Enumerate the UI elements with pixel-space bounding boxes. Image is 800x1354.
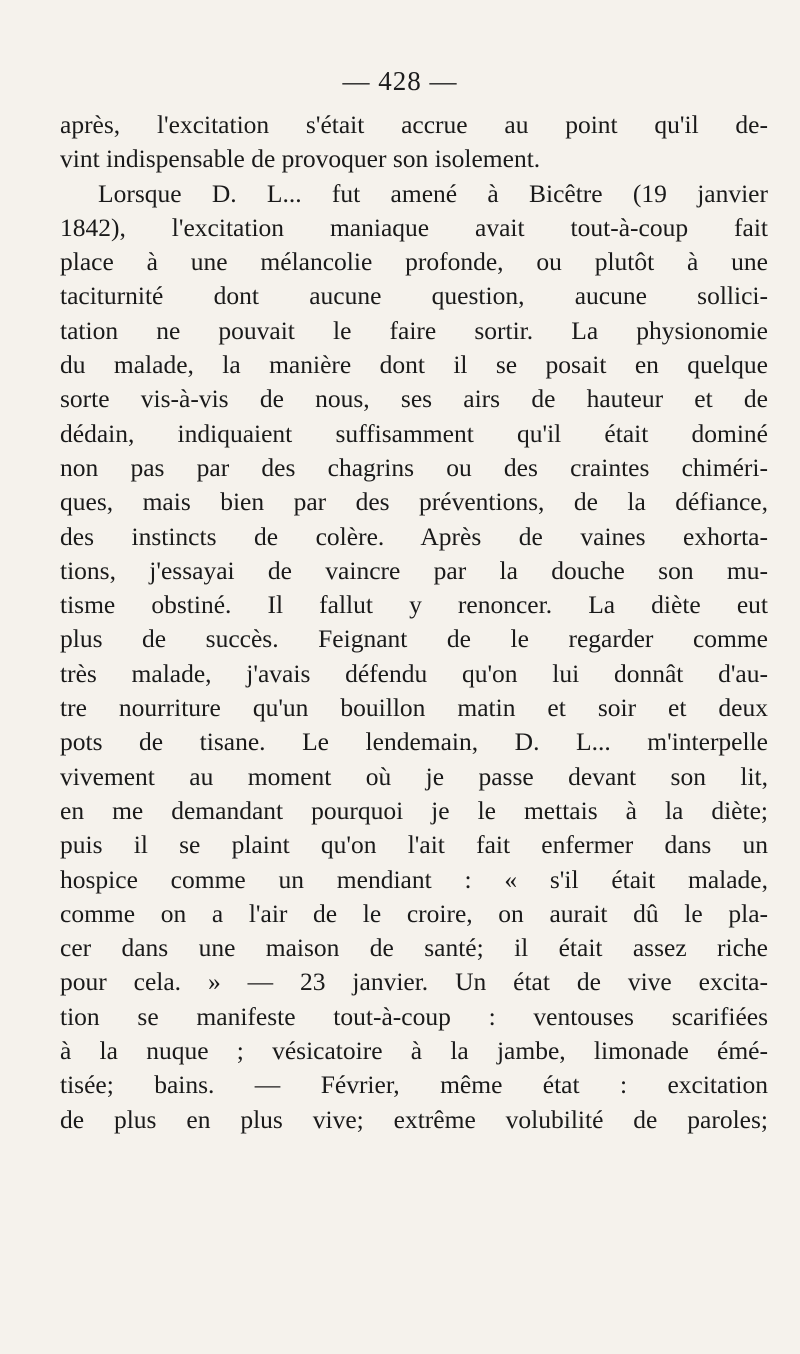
- text-line: tions, j'essayai de vaincre par la douche son mu-: [60, 555, 768, 585]
- text-line: sorte vis-à-vis de nous, ses airs de hauteur et de: [60, 384, 768, 414]
- text-line: Lorsque D. L... fut amené à Bicêtre (19 janvier: [98, 178, 768, 208]
- text-line: comme on a l'air de le croire, on aurait dû le pla-: [60, 898, 768, 928]
- text-line: vivement au moment où je passe devant son lit,: [60, 761, 768, 791]
- text-line: tisée; bains. — Février, même état : excitation: [60, 1070, 768, 1100]
- text-line: du malade, la manière dont il se posait en quelque: [60, 350, 768, 380]
- text-line: place à une mélancolie profonde, ou plutôt à une: [60, 247, 768, 277]
- text-line: taciturnité dont aucune question, aucune sollici-: [60, 281, 768, 311]
- text-line: plus de succès. Feignant de le regarder comme: [60, 624, 768, 654]
- text-line: ques, mais bien par des préventions, de la défiance,: [60, 487, 768, 517]
- text-line: non pas par des chagrins ou des craintes chiméri-: [60, 452, 768, 482]
- page-number: — 428 —: [342, 66, 458, 96]
- text-line: très malade, j'avais défendu qu'on lui donnât d'au-: [60, 658, 768, 688]
- text-line: cer dans une maison de santé; il était assez riche: [60, 933, 768, 963]
- text-line: après, l'excitation s'était accrue au point qu'il de-: [60, 110, 768, 139]
- text-line: vint indispensable de provoquer son isolement.: [60, 144, 541, 174]
- text-line: en me demandant pourquoi je le mettais à la diète;: [60, 795, 768, 825]
- text-line: des instincts de colère. Après de vaines exhorta-: [60, 521, 768, 551]
- body-text: [60, 108, 768, 1137]
- text-line: hospice comme un mendiant : « s'il était malade,: [60, 864, 768, 894]
- text-line: tion se manifeste tout-à-coup : ventouses scarifiées: [60, 1001, 768, 1031]
- text-line: à la nuque ; vésicatoire à la jambe, limonade émé-: [60, 1036, 768, 1066]
- text-line: tre nourriture qu'un bouillon matin et soir et deux: [60, 693, 768, 723]
- text-line: dédain, indiquaient suffisamment qu'il était dominé: [60, 418, 768, 448]
- text-line: tation ne pouvait le faire sortir. La physionomie: [60, 315, 768, 345]
- text-line: tisme obstiné. Il fallut y renoncer. La diète eut: [60, 590, 768, 620]
- text-line: de plus en plus vive; extrême volubilité de paroles;: [60, 1104, 768, 1134]
- text-line: pots de tisane. Le lendemain, D. L... m'interpelle: [60, 727, 768, 757]
- text-line: 1842), l'excitation maniaque avait tout-à-coup fait: [60, 212, 768, 242]
- text-line: puis il se plaint qu'on l'ait fait enfermer dans un: [60, 830, 768, 860]
- text-line: pour cela. » — 23 janvier. Un état de vive excita-: [60, 967, 768, 997]
